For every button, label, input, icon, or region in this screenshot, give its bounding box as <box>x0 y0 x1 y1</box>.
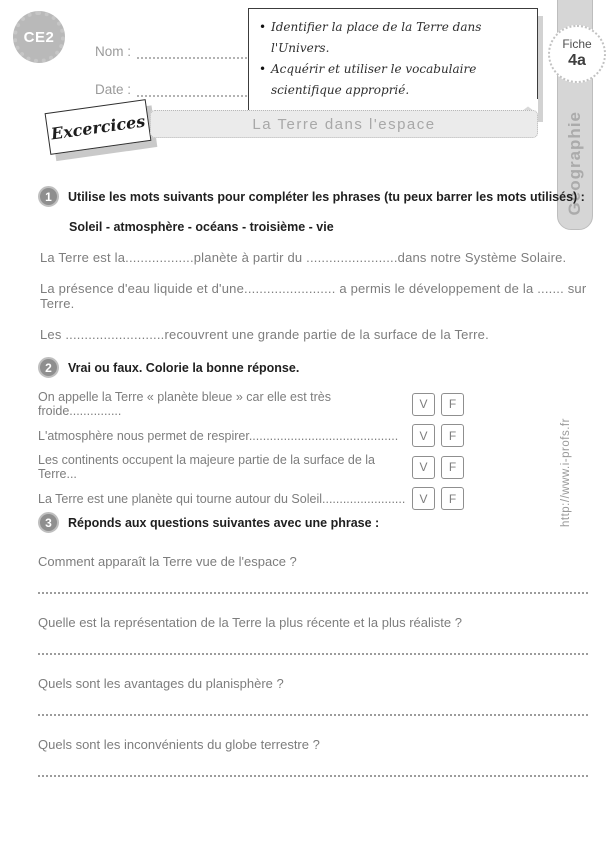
exercises-card <box>45 99 152 155</box>
answer-blank-line[interactable] <box>38 714 588 716</box>
answer-blank-line[interactable] <box>38 653 588 655</box>
question-text: Quels sont les avantages du planisphère ? <box>38 676 284 691</box>
exercise-2-number-badge: 2 <box>38 357 59 378</box>
objectives-box <box>248 8 538 114</box>
fill-in-sentence[interactable]: La Terre est la..................planète à partir du ........................dans notre Système Solaire. <box>40 250 567 265</box>
exercise-2-instruction: Vrai ou faux. Colorie la bonne réponse. <box>68 360 300 375</box>
exercise-3 <box>38 512 588 777</box>
true-false-row <box>38 390 464 418</box>
exercise-1-header <box>38 186 588 207</box>
website-url: http://www.i-profs.fr <box>560 418 572 527</box>
objectives-list <box>257 17 527 101</box>
vrai-checkbox[interactable]: V <box>412 456 435 479</box>
objective-item: • Identifier la place de la Terre dans l'Univers. <box>257 17 527 59</box>
exercise-3-instruction: Réponds aux questions suivantes avec une phrase : <box>68 515 380 530</box>
word-bank: Soleil - atmosphère - océans - troisième - vie <box>69 220 334 234</box>
vrai-checkbox[interactable]: V <box>412 393 435 416</box>
exercise-1 <box>38 186 588 342</box>
true-false-row <box>38 487 464 510</box>
name-label: Nom : <box>95 44 132 59</box>
answer-blank-line[interactable] <box>38 592 588 594</box>
vrai-checkbox[interactable]: V <box>412 424 435 447</box>
objective-item: • Acquérir et utiliser le vocabulaire scientifique approprié. <box>257 59 527 101</box>
statement-text: Les continents occupent la majeure partie de la surface de la Terre... <box>38 453 376 481</box>
faux-checkbox[interactable]: F <box>441 456 464 479</box>
answer-blank-line[interactable] <box>38 775 588 777</box>
faux-checkbox[interactable]: F <box>441 424 464 447</box>
fiche-badge <box>548 25 606 83</box>
faux-checkbox[interactable]: F <box>441 487 464 510</box>
faux-checkbox[interactable]: F <box>441 393 464 416</box>
exercises-card-label: Excercices <box>49 110 147 144</box>
true-false-row <box>38 453 464 481</box>
exercise-2-header <box>38 357 588 378</box>
question-text: Quels sont les inconvénients du globe terrestre ? <box>38 737 320 752</box>
subject-tab-label: Géographie <box>565 110 584 215</box>
exercise-3-number-badge: 3 <box>38 512 59 533</box>
exercise-1-number-badge: 1 <box>38 186 59 207</box>
statement-text: On appelle la Terre « planète bleue » car elle est très froide............... <box>38 390 332 418</box>
fill-in-sentence[interactable]: Les ..........................recouvrent une grande partie de la surface de la Terre. <box>40 327 489 342</box>
exercise-1-instruction: Utilise les mots suivants pour compléter les phrases (tu peux barrer les mots utilisés) : <box>68 189 585 204</box>
worksheet-title-bar <box>150 110 538 138</box>
date-label: Date : <box>95 82 132 97</box>
statement-text: L'atmosphère nous permet de respirer........................................... <box>38 428 399 443</box>
fiche-word: Fiche <box>562 36 592 51</box>
question-text: Comment apparaît la Terre vue de l'espace ? <box>38 554 297 569</box>
fill-in-sentence[interactable]: La présence d'eau liquide et d'une........................ a permis le développement de la ....... sur Terre. <box>40 281 587 311</box>
level-badge-label: CE2 <box>23 28 55 46</box>
true-false-row <box>38 424 464 447</box>
exercise-2 <box>38 357 588 510</box>
statement-text: La Terre est une planète qui tourne autour du Soleil........................ <box>38 491 406 506</box>
vrai-checkbox[interactable]: V <box>412 487 435 510</box>
level-badge <box>13 11 65 63</box>
fiche-number: 4a <box>568 51 586 69</box>
exercise-3-header <box>38 512 588 533</box>
question-text: Quelle est la représentation de la Terre la plus récente et la plus réaliste ? <box>38 615 462 630</box>
worksheet-title: La Terre dans l'espace <box>252 115 436 133</box>
